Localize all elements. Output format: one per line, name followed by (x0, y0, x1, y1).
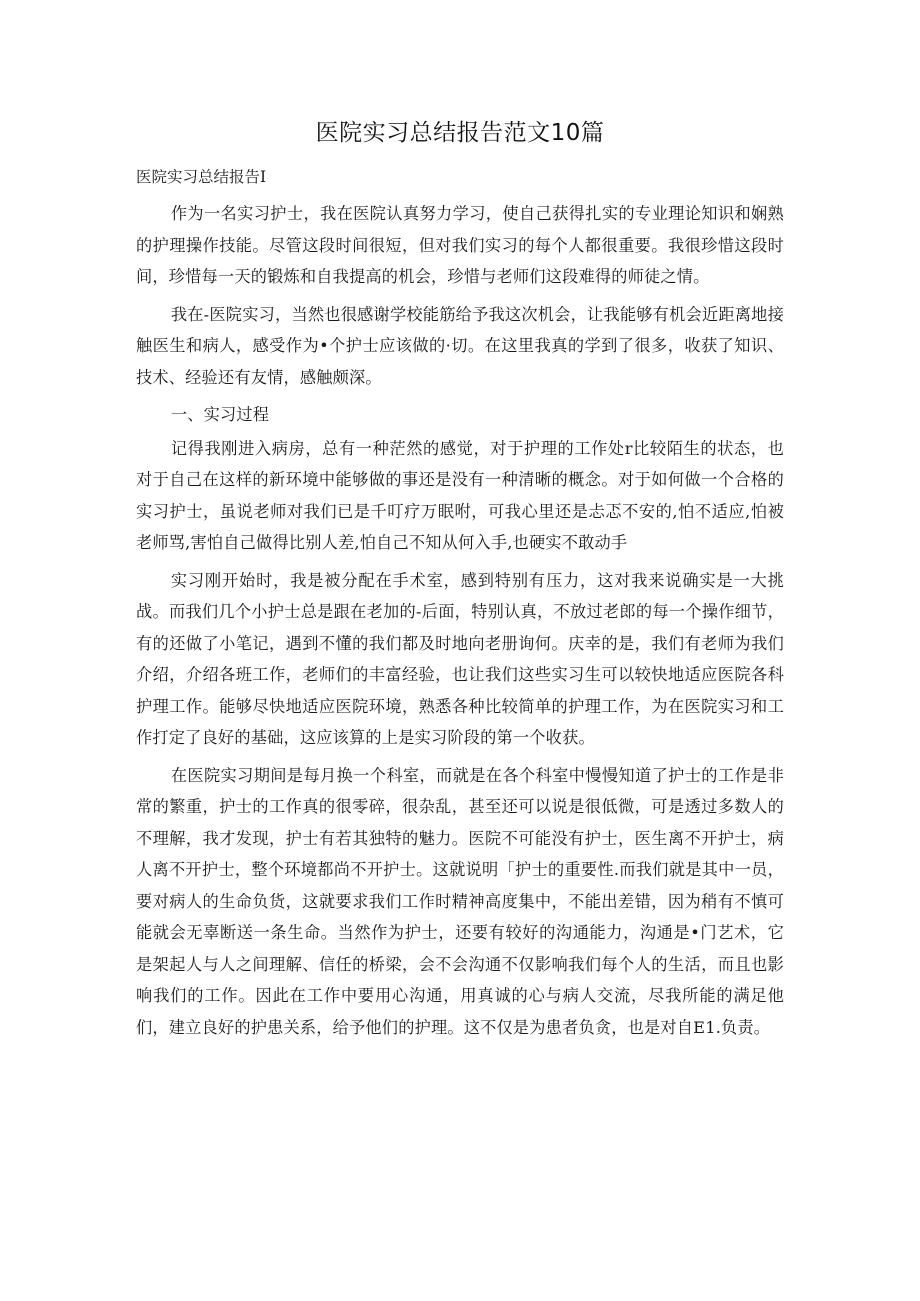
paragraph-5: 在医院实习期间是每月换一个科室，而就是在各个科室中慢慢知道了护士的工作是非常的繁重，护士的工作真的很零碎，很杂乱，甚至还可以说是很低微，可是透过多数人的不理解，我才发现，护士有若其独特的魅力。医院不可能没有护士，医生离不开护士，病人离不开护士，整个环境都尚不开护士。这就说明「护士的重要性.而我们就是其中一员，要对病人的生命负货，这就要求我们工作时精神高度集中，不能出差错，因为稍有不慎可能就会无辜断送一条生命。当然作为护士，还要有较好的沟通能力，沟通是•门艺术，它是架起人与人之间理解、信任的桥梁，会不会沟通不仅影响我们每个人的生活，而且也影响我们的工作。因此在工作中要用心沟通，用真诚的心与病人交流，尽我所能的满足他们，建立良好的护患关系，给予他们的护理。这不仅是为患者负贪，也是对自E1.负责。 (136, 765, 784, 1037)
paragraph-1: 作为一名实习护士，我在医院认真努力学习，使自己获得扎实的专业理论知识和娴熟的护理操作技能。尽管这段时间很短，但对我们实习的每个人都很重要。我很珍惜这段时间，珍惜每一天的锻炼和自我提高的机会，珍惜与老师们这段难得的师徒之情。 (136, 204, 784, 286)
document-title: 医院实习总结报告范文10篇 (315, 120, 605, 146)
paragraph-3: 记得我刚进入病房，总有一种茫然的感觉，对于护理的工作处r比较陌生的状态，也对于自己在这样的新环境中能够做的事还是没有一种清晰的概念。对于如何做一个合格的实习护士，虽说老师对我们已是千叮疗万眠咐，可我心里还是忐忑不安的,怕不适应,怕被老师骂,害怕自己做得比别人差,怕自己不知从何入手,也硬实不敢动手 (136, 438, 784, 552)
document-body (136, 198, 784, 1049)
section-heading-process: 一、实习过程 (170, 405, 270, 424)
section-subtitle: 医院实习总结报告I (136, 168, 267, 186)
paragraph-2: 我在-医院实习，当然也很感谢学校能筋给予我这次机会，让我能够有机会近距离地接触医生和病人，感受作为•个护士应该做的·切。在这里我真的学到了很多，收获了知识、技术、经验还有友情，感触颇深。 (136, 304, 784, 387)
paragraph-4: 实习刚开始时，我是被分配在手术室，感到特别有压力，这对我来说确实是一大挑战。而我们几个小护士总是跟在老加的-后面，特别认真，不放过老郎的每一个操作细节，有的还做了小笔记，遇到不懂的我们都及时地向老册询何。庆幸的是，我们有老师为我们介绍，介绍各班工作，老师们的丰富经验，也让我们这些实习生可以较快地适应医院各科护理工作。能够尽快地适应医院环境，熟悉各种比较简单的护理工作，为在医院实习和工作打定了良好的基础，这应该算的上是实习阶段的第一个收获。 (136, 570, 784, 747)
